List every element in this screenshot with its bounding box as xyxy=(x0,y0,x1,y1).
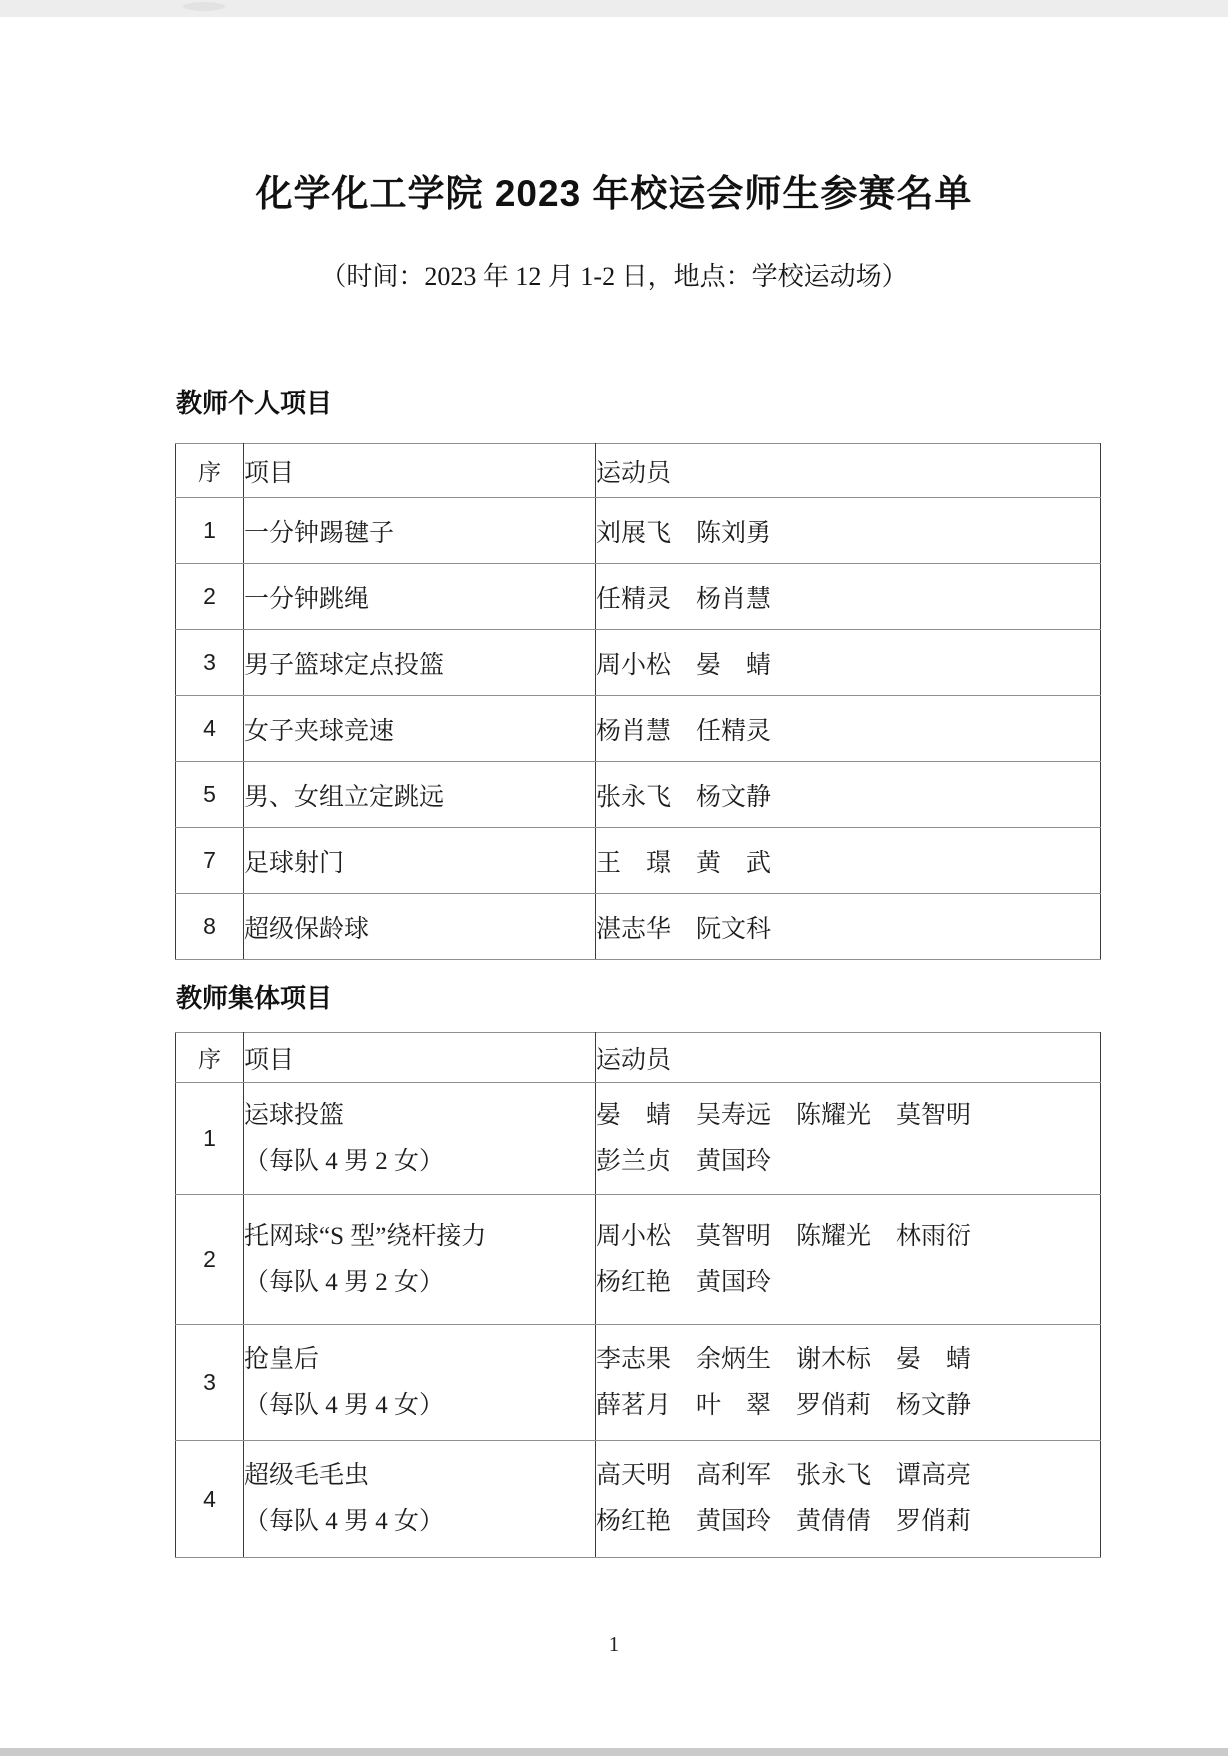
column-header-no: 序 xyxy=(176,444,244,498)
athletes: 王 璟 黄 武 xyxy=(596,828,1101,894)
table-row xyxy=(176,762,1101,828)
table-header-row xyxy=(176,444,1101,498)
table-row xyxy=(176,696,1101,762)
event-name: 超级保龄球 xyxy=(244,894,596,960)
athletes xyxy=(596,1083,1101,1195)
athletes: 周小松 晏 蜻 xyxy=(596,630,1101,696)
table-row xyxy=(176,1195,1101,1325)
column-header-no: 序 xyxy=(176,1033,244,1083)
row-number: 8 xyxy=(176,894,244,960)
athletes-line: 薛茗月 叶 翠 罗俏莉 杨文静 xyxy=(596,1391,972,1419)
event-name: 男子篮球定点投篮 xyxy=(244,630,596,696)
section-heading-individual-events: 教师个人项目 xyxy=(176,388,333,418)
event-name: 一分钟踢毽子 xyxy=(244,498,596,564)
table-header-row xyxy=(176,1033,1101,1083)
athletes-line: 杨红艳 黄国玲 xyxy=(596,1268,772,1296)
event-note: （每队 4 男 4 女） xyxy=(244,1391,445,1419)
table-row xyxy=(176,828,1101,894)
event-name xyxy=(244,1441,596,1558)
athletes: 杨肖慧 任精灵 xyxy=(596,696,1101,762)
section-heading-group-events: 教师集体项目 xyxy=(176,983,333,1013)
athletes-line: 晏 蜻 吴寿远 陈耀光 莫智明 xyxy=(596,1101,972,1129)
scan-top-strip xyxy=(0,0,1228,17)
athletes xyxy=(596,1195,1101,1325)
row-number: 5 xyxy=(176,762,244,828)
athletes: 任精灵 杨肖慧 xyxy=(596,564,1101,630)
event-note: （每队 4 男 2 女） xyxy=(244,1268,445,1296)
athletes xyxy=(596,1441,1101,1558)
column-header-athletes: 运动员 xyxy=(596,444,1101,498)
row-number: 2 xyxy=(176,564,244,630)
athletes: 湛志华 阮文科 xyxy=(596,894,1101,960)
column-header-event: 项目 xyxy=(244,444,596,498)
event-name: 女子夹球竞速 xyxy=(244,696,596,762)
athletes-line: 杨红艳 黄国玲 黄倩倩 罗俏莉 xyxy=(596,1508,972,1535)
table-row xyxy=(176,1441,1101,1558)
athletes-line: 彭兰贞 黄国玲 xyxy=(596,1147,772,1175)
event-title: 托网球“S 型”绕杆接力 xyxy=(244,1222,487,1250)
event-name xyxy=(244,1325,596,1441)
athletes-line: 李志果 余炳生 谢木标 晏 蜻 xyxy=(596,1345,972,1373)
row-number: 7 xyxy=(176,828,244,894)
scan-smudge xyxy=(183,2,225,11)
event-name xyxy=(244,1195,596,1325)
teacher-individual-events-table xyxy=(175,443,1101,960)
column-header-athletes: 运动员 xyxy=(596,1033,1101,1083)
event-name: 男、女组立定跳远 xyxy=(244,762,596,828)
row-number: 4 xyxy=(176,696,244,762)
athletes: 刘展飞 陈刘勇 xyxy=(596,498,1101,564)
athletes: 张永飞 杨文静 xyxy=(596,762,1101,828)
row-number: 1 xyxy=(176,498,244,564)
column-header-event: 项目 xyxy=(244,1033,596,1083)
event-name xyxy=(244,1083,596,1195)
page-title: 化学化工学院 2023 年校运会师生参赛名单 xyxy=(255,173,973,214)
event-title: 抢皇后 xyxy=(244,1345,320,1373)
athletes xyxy=(596,1325,1101,1441)
row-number: 1 xyxy=(176,1083,244,1195)
row-number: 2 xyxy=(176,1195,244,1325)
athletes-line: 周小松 莫智明 陈耀光 林雨衍 xyxy=(596,1222,972,1250)
teacher-group-events-table xyxy=(175,1032,1101,1558)
event-note: （每队 4 男 2 女） xyxy=(244,1147,445,1175)
table-row xyxy=(176,1083,1101,1195)
table-row xyxy=(176,894,1101,960)
event-name: 足球射门 xyxy=(244,828,596,894)
row-number: 4 xyxy=(176,1441,244,1558)
page-subtitle: （时间：2023 年 12 月 1-2 日，地点：学校运动场） xyxy=(320,262,908,291)
page-number: 1 xyxy=(608,1632,620,1656)
table-row xyxy=(176,498,1101,564)
event-title: 超级毛毛虫 xyxy=(244,1462,370,1489)
event-title: 运球投篮 xyxy=(244,1101,345,1129)
scan-bottom-strip xyxy=(0,1748,1228,1756)
table-row xyxy=(176,1325,1101,1441)
athletes-line: 高天明 高利军 张永飞 谭高亮 xyxy=(596,1462,972,1489)
row-number: 3 xyxy=(176,630,244,696)
row-number: 3 xyxy=(176,1325,244,1441)
table-row xyxy=(176,630,1101,696)
table-row xyxy=(176,564,1101,630)
event-note: （每队 4 男 4 女） xyxy=(244,1508,445,1535)
event-name: 一分钟跳绳 xyxy=(244,564,596,630)
